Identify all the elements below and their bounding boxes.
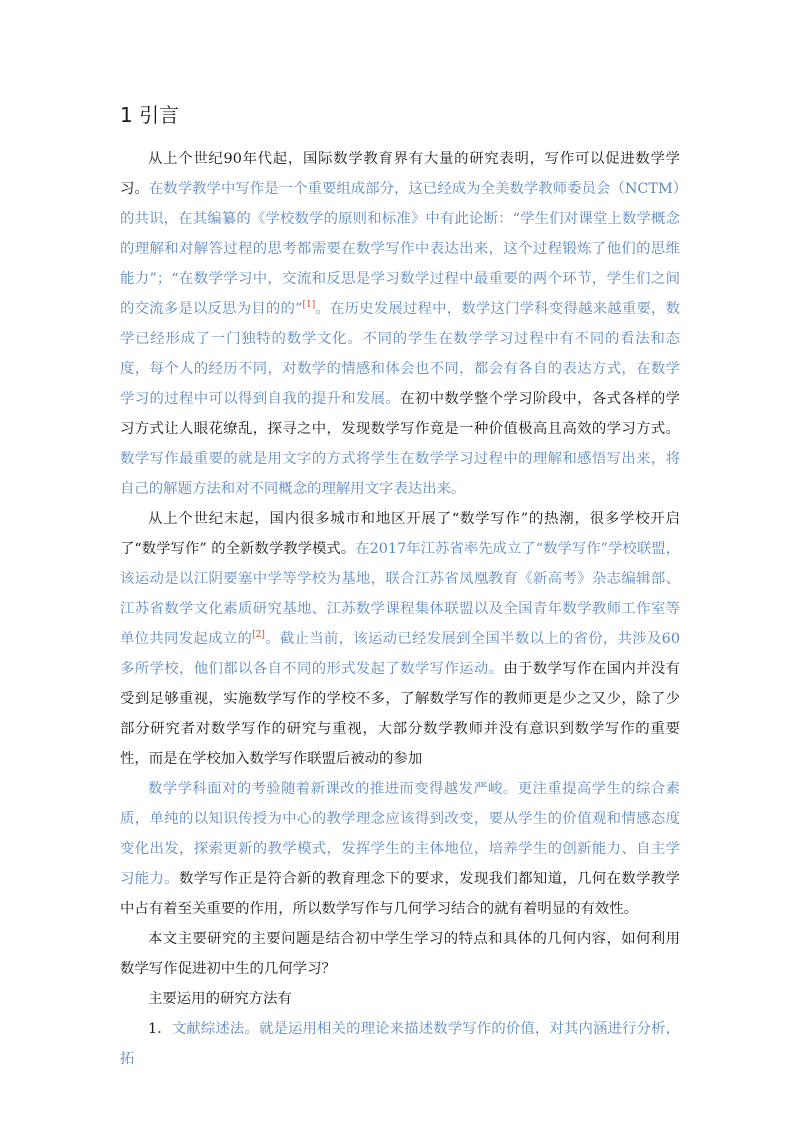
list-item-1: [120, 1014, 680, 1074]
paragraph-3: [120, 774, 680, 924]
p1-sentence-2: 在数学教学中写作是一个重要组成部分，这已经成为全美数学教师委员会（NCTM）的共识，在其编纂的《学校数学的原则和标准》中有此论断：“学生们对课堂上数学概念的理解和对解答过程的思考都需要在数学写作中表达出来，这个过程锻炼了他们的思维能力”；“在数学学习中，交流和反思是学习数学过程中最重要的两个环节，学生们之间的交流多是以反思为目的的”: [120, 181, 680, 317]
p2-sentence-2: 在2017年江苏省率先成立了“数学写作”学校联盟，该运动是以江阴要塞中学等学校为基地，联合江苏省凤凰教育《新高考》杂志编辑部、江苏省数学文化素质研究基地、江苏数学课程集体联盟以及全国青年数学教师工作室等单位共同发起成立的: [120, 541, 680, 647]
section-heading: 1 引言: [120, 103, 180, 127]
p1-sentence-1: 从上个世纪90年代起，国际数学教育界有大量的研究表明，写作可以促进数学学习。: [120, 151, 680, 197]
paragraph-1: [120, 144, 680, 504]
citation-2[interactable]: [2]: [252, 630, 265, 641]
p3-sentence-1: 数学学科面对的考验随着新课改的推进而变得越发严峻。更注重提高学生的综合素质，单纯的以知识传授为中心的教学理念应该得到改变，要从学生的价值观和情感态度变化出发，探索更新的教学模式，发挥学生的主体地位，培养学生的创新能力、自主学习能力。: [120, 781, 680, 887]
p3-sentence-2: 数学写作正是符合新的教育理念下的要求，发现我们都知道，几何在数学教学中占有着至关重要的作用，所以数学写作与几何学习结合的就有着明显的有效性。: [120, 871, 680, 917]
paragraph-2: [120, 504, 680, 774]
p2-sentence-1: 从上个世纪末起，国内很多城市和地区开展了“数学写作”的热潮，很多学校开启了“数学写作” 的全新数学教学模式。: [120, 511, 680, 557]
list-item-text: 文献综述法。就是运用相关的理论来描述数学写作的价值，对其内涵进行分析，拓: [120, 1021, 680, 1067]
p2-sentence-4: 由于数学写作在国内并没有受到足够重视，实施数学写作的学校不多，了解数学写作的教师更是少之又少，除了少部分研究者对数学写作的研究与重视，大部分数学教师并没有意识到数学写作的重要性，而是在学校加入数学写作联盟后被动的参加: [120, 661, 680, 767]
document-body: [120, 100, 680, 1074]
p1-sentence-4: 在初中数学整个学习阶段中，各式各样的学习方式让人眼花缭乱，探寻之中，发现数学写作竟是一种价值极高且高效的学习方式。: [120, 391, 680, 437]
citation-1[interactable]: [1]: [302, 300, 316, 311]
p1-sentence-3: 。在历史发展过程中，数学这门学科变得越来越重要，数学已经形成了一门独特的数学文化。不同的学生在数学学习过程中有不同的看法和态度，每个人的经历不同，对数学的情感和体会也不同，都会有各自的表达方式，在数学学习的过程中可以得到自我的提升和发展。: [120, 301, 680, 407]
paragraph-4: 本文主要研究的主要问题是结合初中学生学习的特点和具体的几何内容，如何利用数学写作促进初中生的几何学习？: [120, 931, 680, 977]
list-item-number: 1．: [148, 1021, 172, 1037]
paragraph-5: 主要运用的研究方法有: [148, 991, 292, 1007]
p1-sentence-5: 数学写作最重要的就是用文字的方式将学生在数学学习过程中的理解和感悟写出来，将自己的解题方法和对不同概念的理解用文字表达出来。: [120, 451, 680, 497]
p2-sentence-3: 。截止当前，该运动已经发展到全国半数以上的省份，共涉及60多所学校，他们都以各自不同的形式发起了数学写作运动。: [120, 631, 680, 677]
